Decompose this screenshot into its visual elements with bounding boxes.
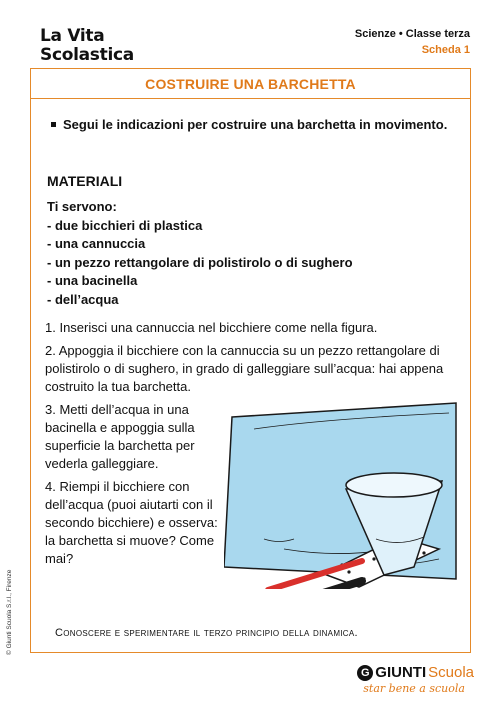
- sheet-label: Scheda 1: [421, 44, 470, 56]
- subject-label: Scienze • Classe terza: [354, 28, 470, 40]
- cup-rim: [346, 473, 442, 497]
- worksheet-title: COSTRUIRE UNA BARCHETTA: [145, 76, 356, 92]
- title-bar: [31, 69, 470, 99]
- materials-heading: MATERIALI: [47, 173, 123, 189]
- step-1: 1. Inserisci una cannuccia nel bicchiere come nella figura.: [45, 320, 378, 335]
- learning-objective: Conoscere e sperimentare il terzo principio della dinamica.: [55, 627, 358, 639]
- bullet-icon: [51, 122, 56, 127]
- step-3: 3. Metti dell’acqua in una bacinella e appoggia sulla superficie la barchetta per vederla galleggiare.: [45, 402, 195, 471]
- worksheet-frame: [30, 68, 471, 653]
- material-item: - una cannuccia: [47, 236, 146, 251]
- publisher-tagline: star bene a scuola: [363, 682, 465, 695]
- publisher-name-2: Scuola: [428, 664, 474, 681]
- step-2: 2. Appoggia il bicchiere con la cannuccia su un pezzo rettangolare di polistirolo o di sughero, in grado di galleggiare sull’acqua: hai appena costruito la tua barchetta.: [45, 343, 444, 394]
- publisher-name: GIUNTI: [375, 664, 427, 681]
- material-item: - due bicchieri di plastica: [47, 217, 203, 233]
- instruction: [51, 115, 451, 134]
- header-info: [355, 28, 470, 56]
- logo: [40, 27, 134, 64]
- instruction-text: Segui le indicazioni per costruire una barchetta in movimento.: [63, 117, 448, 132]
- materials-intro: Ti servono:: [47, 199, 117, 214]
- material-item: - un pezzo rettangolare di polistirolo o di sughero: [47, 254, 353, 270]
- publisher-mark-icon: G: [357, 665, 373, 681]
- boat-illustration: [224, 389, 464, 589]
- copyright: © Giunti Scuola S.r.l., Firenze: [6, 569, 13, 655]
- logo-line-2: Scolastica: [40, 45, 134, 65]
- material-item: - dell’acqua: [47, 291, 119, 307]
- publisher-logo: [357, 664, 474, 695]
- materials-list: [47, 198, 353, 309]
- material-item: - una bacinella: [47, 273, 138, 288]
- logo-line-1: La Vita: [40, 26, 105, 46]
- step-4: 4. Riempi il bicchiere con dell’acqua (puoi aiutarti con il secondo bicchiere) e osserva: la barchetta si muove? Come mai?: [45, 479, 218, 566]
